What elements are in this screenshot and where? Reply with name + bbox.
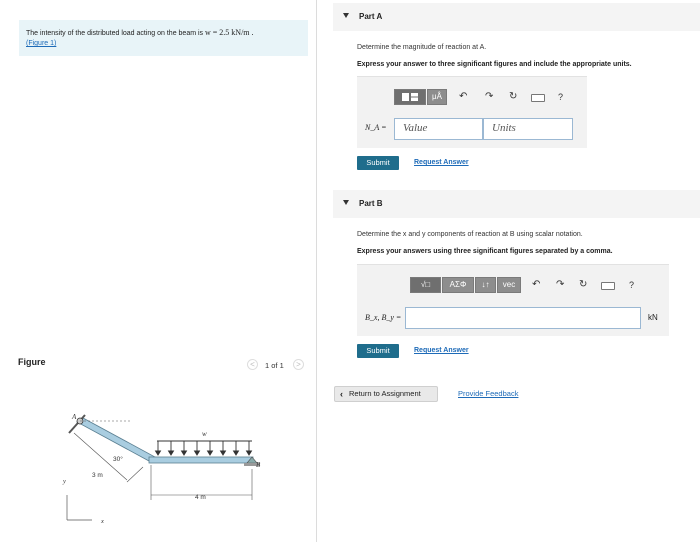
undo-icon[interactable]: ↶ <box>459 91 468 102</box>
collapse-triangle-icon <box>343 13 349 18</box>
templates-button[interactable] <box>394 89 426 105</box>
horizontal-beam <box>149 457 253 463</box>
redo-icon[interactable]: ↷ <box>556 279 565 290</box>
arrows-button[interactable]: ↓↑ <box>475 277 496 293</box>
beam-diagram <box>55 405 280 530</box>
label-4m: 4 m <box>195 494 206 501</box>
label-w: w <box>202 430 207 438</box>
load-intensity-value: w = 2.5 kN/m . <box>205 28 254 37</box>
keyboard-icon[interactable] <box>531 94 545 102</box>
label-b: B <box>256 461 261 469</box>
unit-label-kn: kN <box>648 313 658 322</box>
label-x: x <box>101 518 104 525</box>
part-a-request-answer-link[interactable]: Request Answer <box>414 159 469 166</box>
part-a-title: Part A <box>359 12 383 21</box>
problem-text: The intensity of the distributed load acting on the beam is <box>26 30 204 37</box>
chevron-left-icon: ‹ <box>340 389 343 399</box>
column-divider <box>316 0 317 542</box>
part-a-header[interactable] <box>333 3 700 31</box>
part-b-header[interactable] <box>333 190 700 218</box>
problem-statement <box>19 20 308 56</box>
reset-icon[interactable]: ↻ <box>579 279 588 290</box>
label-angle: 30° <box>113 456 123 463</box>
label-3m: 3 m <box>92 472 103 479</box>
help-icon[interactable]: ? <box>558 92 564 102</box>
distributed-load-arrows <box>156 441 253 455</box>
units-placeholder: Units <box>492 122 516 134</box>
figure-pager-text: 1 of 1 <box>265 361 284 370</box>
part-b-instruction: Express your answers using three significant figures separated by a comma. <box>357 248 613 255</box>
bx-by-label: B_x, B_y = <box>365 313 402 322</box>
figure-link[interactable]: (Figure 1) <box>26 40 57 47</box>
part-b-question: Determine the x and y components of reaction at B using scalar notation. <box>357 231 583 238</box>
reset-icon[interactable]: ↻ <box>509 91 518 102</box>
part-b-request-answer-link[interactable]: Request Answer <box>414 347 469 354</box>
na-label: N_A = <box>365 123 387 132</box>
units-input[interactable] <box>483 118 573 140</box>
sqrt-templates-button[interactable]: √□ <box>410 277 441 293</box>
bx-by-input[interactable] <box>405 307 641 329</box>
part-b-title: Part B <box>359 199 383 208</box>
collapse-triangle-icon <box>343 200 349 205</box>
value-placeholder: Value <box>403 122 428 134</box>
figure-heading: Figure <box>18 357 46 367</box>
figure-next-button[interactable]: > <box>293 359 304 370</box>
undo-icon[interactable]: ↶ <box>532 279 541 290</box>
units-symbol-button[interactable]: μÅ <box>427 89 447 105</box>
part-a-question: Determine the magnitude of reaction at A. <box>357 44 487 51</box>
value-input[interactable] <box>394 118 483 140</box>
templates-icon <box>401 92 419 102</box>
return-to-assignment-button[interactable] <box>334 386 438 402</box>
label-a: A <box>72 413 77 421</box>
help-icon[interactable]: ? <box>629 280 635 290</box>
part-b-submit-button[interactable]: Submit <box>357 344 399 358</box>
part-a-answer-panel <box>357 76 587 148</box>
return-label: Return to Assignment <box>349 389 421 398</box>
label-y: y <box>63 478 66 485</box>
provide-feedback-link[interactable]: Provide Feedback <box>458 389 519 398</box>
part-b-answer-panel <box>357 264 669 336</box>
part-a-submit-button[interactable]: Submit <box>357 156 399 170</box>
greek-button[interactable]: ΑΣΦ <box>442 277 474 293</box>
redo-icon[interactable]: ↷ <box>485 91 494 102</box>
keyboard-icon[interactable] <box>601 282 615 290</box>
part-a-instruction: Express your answer to three significant figures and include the appropriate units. <box>357 61 632 68</box>
inclined-beam <box>77 418 155 461</box>
vec-button[interactable]: vec <box>497 277 521 293</box>
figure-prev-button[interactable]: < <box>247 359 258 370</box>
